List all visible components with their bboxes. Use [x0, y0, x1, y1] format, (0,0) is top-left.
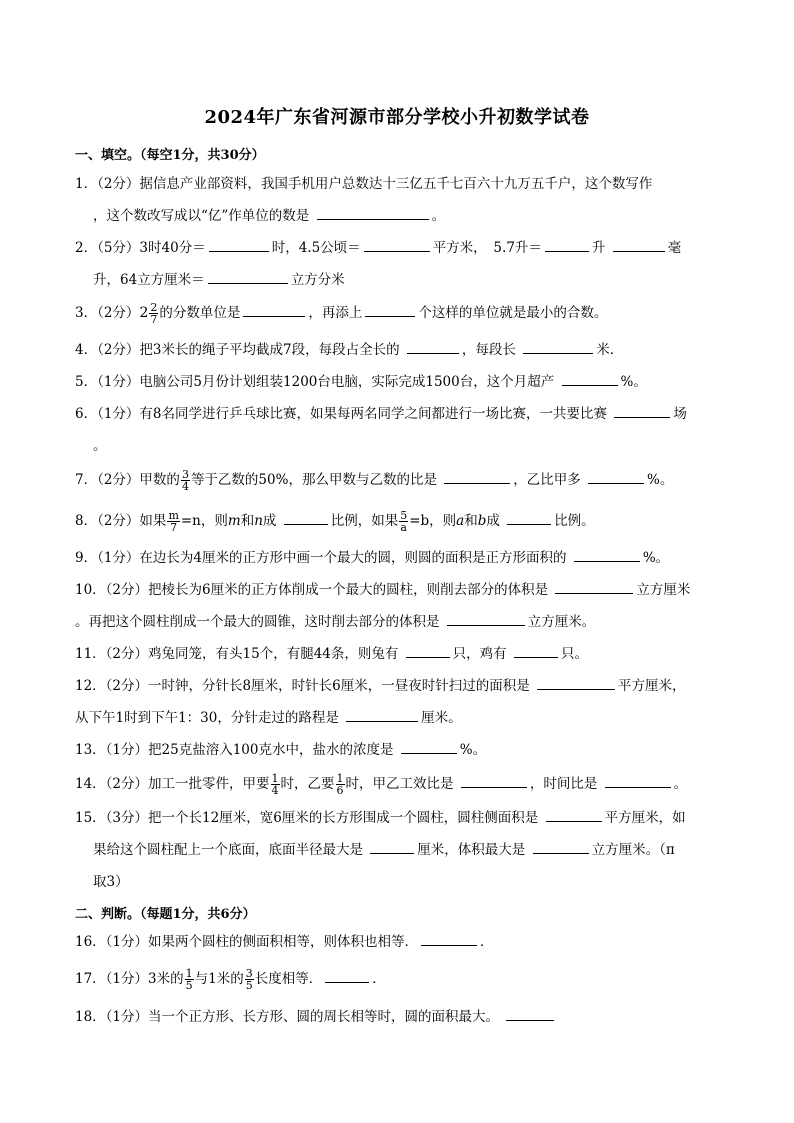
question-text: 。 — [431, 208, 446, 224]
fraction-denominator: 4 — [271, 784, 279, 797]
answer-blank[interactable] — [243, 302, 305, 317]
fraction-denominator: 4 — [181, 480, 189, 493]
question-text: 17．（1分）3米的 — [75, 971, 184, 987]
question-text: 。再把这个圆柱削成一个最大的圆锥，这时削去部分的体积是 — [75, 614, 440, 630]
question-text: 平方厘米，如 — [604, 810, 686, 826]
answer-blank[interactable] — [605, 773, 671, 788]
question-text: ，每段长 — [461, 342, 516, 358]
answer-blank[interactable] — [325, 968, 369, 983]
answer-blank[interactable] — [523, 339, 593, 354]
question-text: 米． — [596, 342, 624, 358]
answer-blank[interactable] — [507, 510, 551, 525]
question-text: 3．（2分） — [75, 305, 140, 321]
question-14 — [75, 767, 725, 801]
question-text: 立方分米 — [290, 272, 345, 288]
question-text: 比例，如果 — [330, 513, 399, 529]
section-heading-fill-blank: 一、填空。（每空1分，共30分） — [75, 148, 265, 163]
fraction-denominator: 7 — [170, 521, 178, 534]
question-9 — [75, 541, 725, 575]
question-text: %。 — [459, 742, 487, 758]
question-text: 成 — [486, 513, 500, 529]
question-text: 7．（2分）甲数的 — [75, 472, 180, 488]
question-2-cont — [93, 263, 345, 297]
question-text: 14．（2分）加工一批零件，甲要 — [75, 776, 270, 792]
question-15-cont2 — [93, 865, 129, 899]
fraction — [167, 510, 179, 533]
answer-blank[interactable] — [533, 839, 589, 854]
question-text: 。 — [93, 438, 107, 454]
question-text: 。 — [673, 776, 688, 792]
answer-blank[interactable] — [447, 611, 525, 626]
question-text: 1．（2分）据信息产业部资料，我国手机用户总数达十三亿五千七百六十九万五千户，这个数写作 — [75, 176, 653, 192]
answer-blank[interactable] — [537, 675, 615, 690]
variable-b: b — [477, 513, 487, 529]
question-text: 10．（2分）把棱长为6厘米的正方体削成一个最大的圆柱，则削去部分的体积是 — [75, 582, 549, 598]
question-text: 升，64立方厘米＝ — [93, 272, 205, 288]
question-text: 2．（5分）3时40分＝ — [75, 240, 206, 256]
question-text: 12．（2分）一时钟，分针长8厘米，时针长6厘米，一昼夜时针扫过的面积是 — [75, 678, 530, 694]
question-3 — [75, 296, 725, 330]
variable-m: m — [227, 513, 241, 529]
question-text: ，这个数改写成以“亿”作单位的数是 — [93, 208, 310, 224]
question-text: 6．（1分）有8名同学进行乒乓球比赛，如果每两名同学之间都进行一场比赛，一共要比赛 — [75, 406, 608, 422]
question-text: 成 — [262, 513, 277, 529]
question-text: 果给这个圆柱配上一个底面，底面半径最大是 — [93, 842, 363, 858]
question-text: 时，甲乙工效比是 — [345, 776, 454, 792]
answer-blank[interactable] — [588, 469, 644, 484]
answer-blank[interactable] — [317, 205, 429, 220]
question-text: 9．（1分）在边长为4厘米的正方形中画一个最大的圆，则圆的面积是正方形面积的 — [75, 550, 567, 566]
question-4 — [75, 333, 725, 367]
fraction — [399, 510, 408, 533]
answer-blank[interactable] — [546, 807, 602, 822]
answer-blank[interactable] — [613, 237, 665, 252]
answer-blank[interactable] — [461, 773, 527, 788]
variable-a: a — [456, 513, 465, 529]
variable-n: n — [254, 513, 263, 529]
question-12-cont — [75, 701, 725, 735]
fraction-numerator: 1 — [185, 967, 193, 980]
question-10 — [75, 573, 725, 607]
question-6-cont — [93, 429, 107, 463]
question-text: 只。 — [560, 646, 588, 662]
answer-blank[interactable] — [506, 1006, 554, 1021]
question-text: 平方米， 5.7升＝ — [432, 240, 542, 256]
fraction-numerator: m — [168, 509, 179, 522]
answer-blank[interactable] — [370, 839, 414, 854]
question-15 — [75, 801, 725, 835]
question-text: 比例。 — [554, 513, 595, 529]
question-text: 长度相等． — [254, 971, 323, 987]
question-text: 立方厘米。（π — [591, 842, 675, 858]
question-text: 5．（1分）电脑公司5月份计划组装1200台电脑，实际完成1500台，这个月超产 — [75, 374, 555, 390]
question-text: 时，4.5公顷＝ — [271, 240, 361, 256]
question-12 — [75, 669, 725, 703]
fraction-denominator: 7 — [150, 313, 158, 326]
fraction — [181, 469, 190, 492]
question-text: 等于乙数的50%，那么甲数与乙数的比是 — [190, 472, 437, 488]
question-text: 只，鸡有 — [452, 646, 507, 662]
answer-blank[interactable] — [208, 269, 288, 284]
fraction-denominator: a — [400, 521, 407, 534]
fraction-numerator: 5 — [400, 509, 408, 522]
question-text: ，时间比是 — [529, 776, 598, 792]
answer-blank[interactable] — [614, 403, 670, 418]
question-15-cont — [93, 833, 675, 867]
answer-blank[interactable] — [365, 302, 415, 317]
question-text: 立方厘米。 — [527, 614, 596, 630]
fraction — [271, 773, 280, 796]
question-text: 和 — [464, 513, 478, 529]
question-text: 4．（2分）把3米长的绳子平均截成7段，每段占全长的 — [75, 342, 400, 358]
answer-blank[interactable] — [421, 931, 477, 946]
question-text: %。 — [647, 472, 674, 488]
answer-blank[interactable] — [346, 707, 418, 722]
question-text: 立方厘米 — [636, 582, 691, 598]
question-text: %。 — [642, 550, 670, 566]
answer-blank[interactable] — [514, 643, 558, 658]
question-text: 个这样的单位就是最小的合数。 — [418, 305, 608, 321]
fraction-denominator: 5 — [245, 979, 253, 992]
question-10-cont — [75, 605, 725, 639]
question-text: ． — [480, 934, 494, 950]
question-16 — [75, 925, 725, 959]
fraction — [185, 968, 194, 991]
answer-blank[interactable] — [555, 579, 633, 594]
answer-blank[interactable] — [364, 237, 430, 252]
question-text: 16．（1分）如果两个圆柱的侧面积相等，则体积也相等． — [75, 934, 419, 950]
question-text: ，再添上 — [308, 305, 363, 321]
fraction — [336, 773, 345, 796]
question-17 — [75, 962, 725, 996]
question-text: =b，则 — [409, 513, 457, 529]
question-text: 升 — [591, 240, 606, 256]
question-text: 的分数单位是 — [159, 305, 241, 321]
question-13 — [75, 733, 725, 767]
answer-blank[interactable] — [562, 371, 618, 386]
fraction — [149, 302, 158, 325]
question-text: 从下午1时到下午1：30，分针走过的路程是 — [75, 710, 339, 726]
question-text: 18．（1分）当一个正方形、长方形、圆的周长相等时，圆的面积最大。 — [75, 1009, 500, 1025]
question-text: 平方厘米， — [618, 678, 686, 694]
question-text: ，乙比甲多 — [513, 472, 581, 488]
question-text: 场 — [673, 406, 687, 422]
fraction-denominator: 5 — [185, 979, 193, 992]
mixed-number-whole: 2 — [139, 305, 149, 321]
question-text: 厘米，体积最大是 — [417, 842, 526, 858]
question-text: 8．（2分）如果 — [75, 513, 167, 529]
answer-blank[interactable] — [406, 643, 450, 658]
question-7 — [75, 463, 725, 497]
question-text: %。 — [620, 374, 647, 390]
question-18 — [75, 1000, 725, 1034]
fraction-numerator: 1 — [271, 772, 279, 785]
question-text: 11．（2分）鸡兔同笼，有头15个，有腿44条，则兔有 — [75, 646, 399, 662]
section-heading-true-false: 二、判断。（每题1分，共6分） — [75, 907, 256, 922]
answer-blank[interactable] — [545, 237, 589, 252]
question-text: 与1米的 — [194, 971, 244, 987]
fraction-numerator: 1 — [336, 772, 344, 785]
question-1 — [75, 167, 725, 201]
question-text: 时，乙要 — [280, 776, 335, 792]
question-8 — [75, 504, 725, 538]
question-text: ． — [372, 971, 386, 987]
question-text: 毫 — [667, 240, 682, 256]
question-5 — [75, 365, 725, 399]
question-text: 和 — [240, 513, 255, 529]
answer-blank[interactable] — [209, 237, 269, 252]
fraction — [245, 968, 254, 991]
question-text: 13．（1分）把25克盐溶入100克水中，盐水的浓度是 — [75, 742, 394, 758]
question-11 — [75, 637, 725, 671]
question-text: 厘米。 — [421, 710, 462, 726]
question-6 — [75, 397, 725, 431]
answer-blank[interactable] — [401, 739, 457, 754]
question-text: 15．（3分）把一个长12厘米，宽6厘米的长方形围成一个圆柱，圆柱侧面积是 — [75, 810, 539, 826]
fraction-denominator: 6 — [336, 784, 344, 797]
fraction-numerator: 2 — [150, 301, 158, 314]
page-title: 2024年广东省河源市部分学校小升初数学试卷 — [204, 107, 590, 128]
fraction-numerator: 3 — [245, 967, 253, 980]
question-text: 取3） — [93, 874, 129, 890]
answer-blank[interactable] — [574, 547, 640, 562]
question-2 — [75, 231, 725, 265]
fraction-numerator: 3 — [181, 468, 189, 481]
answer-blank[interactable] — [284, 510, 328, 525]
question-1-cont — [93, 199, 445, 233]
question-text: =n，则 — [180, 513, 228, 529]
answer-blank[interactable] — [444, 469, 510, 484]
answer-blank[interactable] — [407, 339, 459, 354]
